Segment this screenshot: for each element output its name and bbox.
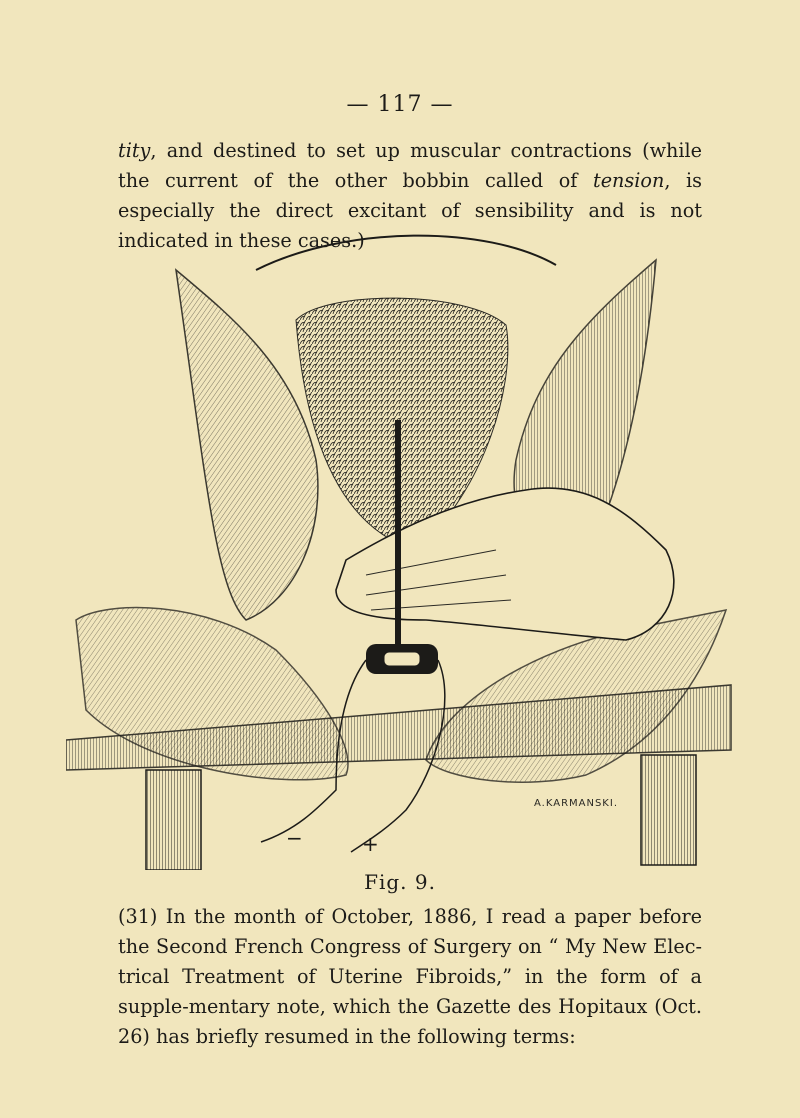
positive-pole-label: + [362, 832, 379, 856]
table-leg-right [641, 755, 696, 865]
figure-caption: Fig. 9. [364, 870, 436, 894]
paragraph-top-text-b: , is especially the direct excitant of sensibility and is not indicated in these cases.) [118, 169, 702, 252]
negative-pole-label: − [286, 826, 303, 850]
emphasized-term: tension [592, 169, 665, 192]
page-number: — 117 — [346, 92, 454, 117]
paragraph-bottom: (31) In the month of October, 1886, I read a paper before the Second French Congress of Surgery on “ My New Elec-trical Treatment of Uterine Fibroids,” in the form of a supple-mentary note, which the Gazette des Hopitaux (Oct. 26) has briefly resumed in the following terms: [118, 905, 702, 1048]
paragraph-top-text-a: , and destined to set up muscular contractions (while the current of the other bobbin called of [118, 139, 702, 192]
word-fragment: tity [118, 139, 151, 162]
table-leg-left [146, 770, 201, 870]
engraver-signature: A.KARMANSKI. [534, 798, 618, 809]
electrode-rod [395, 420, 401, 645]
engraving-svg [66, 230, 736, 870]
upper-arc [256, 236, 556, 270]
engraving-illustration [66, 230, 736, 870]
